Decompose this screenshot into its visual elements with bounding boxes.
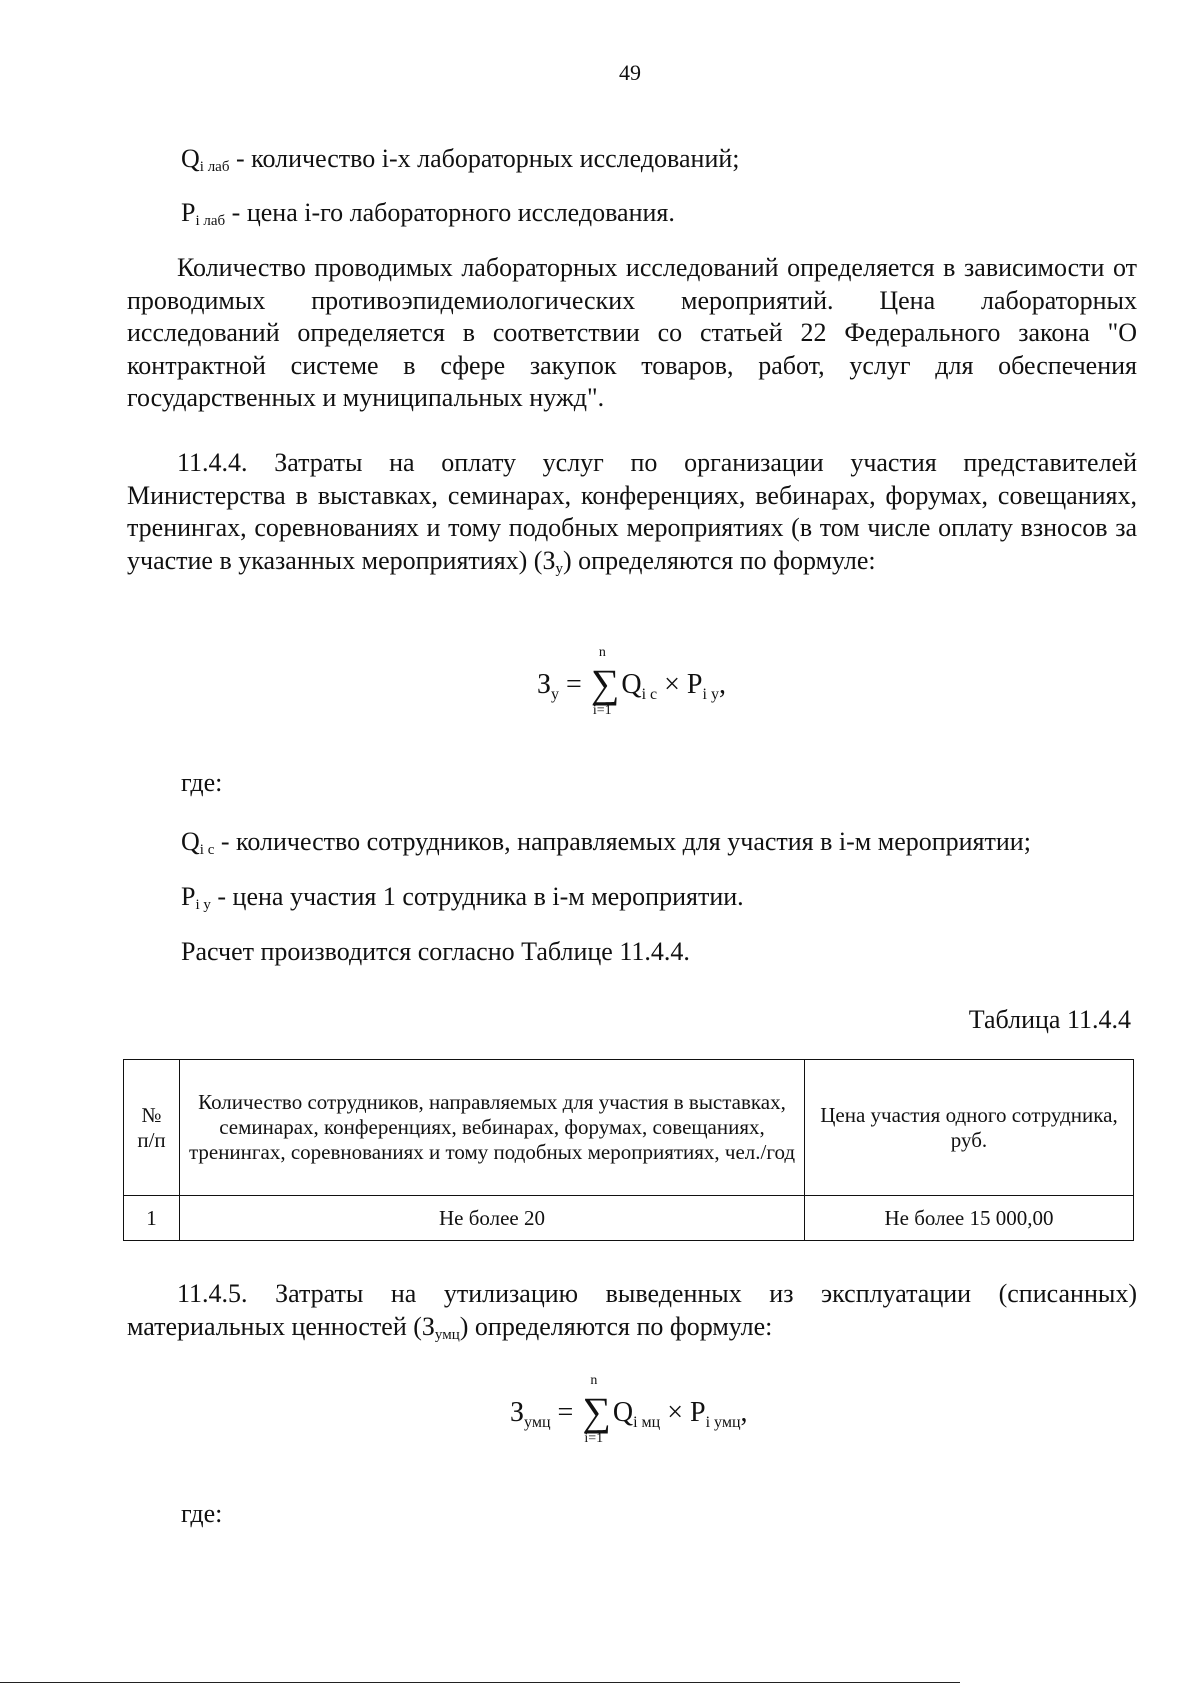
symbol: P	[181, 882, 196, 911]
table-caption: Таблица 11.4.4	[968, 1005, 1131, 1034]
symbol-subscript: i с	[199, 842, 215, 858]
symbol-subscript: i лаб	[199, 159, 230, 175]
symbol-subscript: i лаб	[195, 213, 226, 229]
paragraph-lab-research	[127, 252, 1137, 415]
formula-p-subscript: i у	[702, 686, 719, 703]
formula-disposal-cost	[510, 1373, 748, 1446]
equals-sign: =	[559, 669, 589, 700]
sum-symbol	[582, 1373, 611, 1446]
symbol: Q	[181, 827, 200, 856]
page-number: 49	[619, 60, 641, 85]
sum-glyph: ∑	[590, 661, 620, 706]
formula-participation-cost	[537, 645, 726, 718]
definition-p-lab	[181, 196, 675, 238]
formula-p: P	[690, 1397, 706, 1428]
formula-lhs: З	[510, 1397, 525, 1428]
sum-lower-limit: i=1	[584, 1431, 604, 1446]
formula-lhs-subscript: умц	[524, 1414, 551, 1431]
definition-text: - количество i-х лабораторных исследований;	[229, 144, 740, 173]
formula-lhs-subscript: у	[551, 686, 560, 703]
sum-lower-limit: i=1	[592, 703, 612, 718]
sum-upper-limit: n	[598, 645, 606, 660]
definition-text: - цена участия 1 сотрудника в i-м мероприятии.	[210, 882, 744, 911]
formula-q-subscript: i с	[641, 686, 658, 703]
formula-q-subscript: i мц	[633, 1414, 661, 1431]
cell-price: Не более 15 000,00	[805, 1196, 1134, 1241]
cell-staff-count: Не более 20	[180, 1196, 805, 1241]
times-sign: ×	[660, 1397, 690, 1428]
cost-symbol-subscript: у	[555, 560, 563, 577]
definition-text: - цена i-го лабораторного исследования.	[225, 198, 675, 227]
participation-cost-table	[123, 1059, 1134, 1241]
paragraph-text	[127, 1278, 1137, 1351]
formula-end: ,	[740, 1397, 748, 1428]
table-header-row	[124, 1060, 1134, 1196]
paragraph-body: 11.4.5. Затраты на утилизацию выведенных из эксплуатации (списанных) материальных ценностей (З	[127, 1279, 1137, 1341]
page-bottom-rule	[0, 1682, 960, 1683]
paragraph-11-4-5	[127, 1278, 1137, 1351]
formula-p-subscript: i умц	[705, 1414, 741, 1431]
paragraph-end: ) определяются по формуле:	[563, 545, 876, 575]
formula-q: Q	[612, 1397, 634, 1428]
formula-q: Q	[621, 669, 642, 700]
table-row	[124, 1196, 1134, 1241]
equals-sign: =	[550, 1397, 581, 1428]
symbol-subscript: i у	[195, 897, 211, 913]
formula-end: ,	[718, 669, 726, 700]
definition-q-staff	[181, 825, 1031, 867]
symbol: P	[181, 198, 196, 227]
sum-symbol	[590, 645, 620, 718]
cost-symbol-subscript: умц	[434, 1326, 460, 1343]
header-staff-count: Количество сотрудников, направляемых для участия в выставках, семинарах, конференциях, вебинарах, форумах, совещаниях, тренингах, соревнованиях и тому подобных мероприятиях, чел./год	[180, 1060, 805, 1196]
paragraph-body: 11.4.4. Затраты на оплату услуг по организации участия представителей Министерства в выставках, семинарах, конференциях, вебинарах, форумах, совещаниях, тренингах, соревнованиях и тому подобных мероприятиях (в том числе оплату взносов за участие в указанных мероприятиях) (З	[127, 448, 1137, 575]
sum-upper-limit: n	[590, 1373, 598, 1388]
paragraph-end: ) определяются по формуле:	[459, 1311, 773, 1341]
header-number: № п/п	[124, 1060, 180, 1196]
definition-text: - количество сотрудников, направляемых для участия в i-м мероприятии;	[214, 827, 1031, 856]
formula-p: P	[686, 669, 703, 700]
where-label: где:	[181, 768, 223, 797]
times-sign: ×	[657, 669, 687, 700]
paragraph-text	[127, 447, 1137, 585]
definition-q-lab	[181, 142, 740, 184]
definition-p-participation	[181, 880, 744, 922]
paragraph-11-4-4	[127, 447, 1137, 585]
calculation-note: Расчет производится согласно Таблице 11.4.4.	[181, 937, 690, 966]
symbol: Q	[181, 144, 200, 173]
sum-glyph: ∑	[582, 1389, 611, 1434]
paragraph-text: Количество проводимых лабораторных исследований определяется в зависимости от проводимых противоэпидемиологических мероприятий. Цена лабораторных исследований определяется в соответствии со статьей 22 Федерального закона "О контрактной системе в сфере закупок товаров, работ, услуг для обеспечения государственных и муниципальных нужд".	[127, 253, 1137, 412]
where-label-2: где:	[181, 1499, 223, 1528]
header-price: Цена участия одного сотрудника, руб.	[805, 1060, 1134, 1196]
cell-number: 1	[124, 1196, 180, 1241]
formula-lhs: З	[537, 669, 552, 700]
